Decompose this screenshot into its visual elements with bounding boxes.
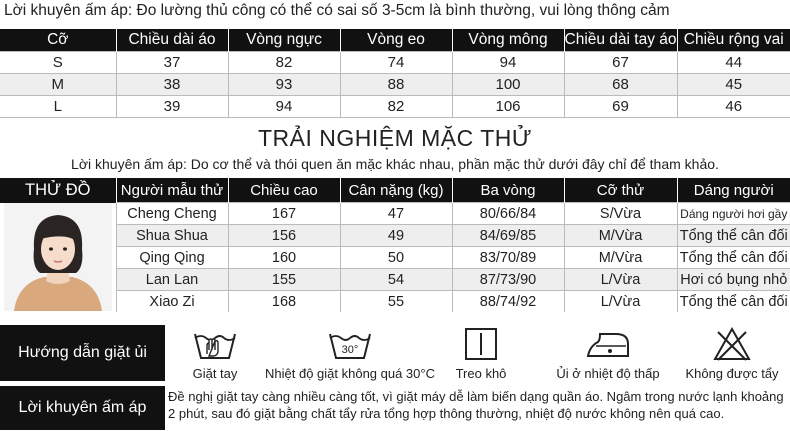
table-cell: Xiao Zi bbox=[116, 291, 228, 313]
wash-temp-label: 30° bbox=[341, 344, 359, 356]
table-cell: 44 bbox=[677, 52, 790, 74]
table-cell: 55 bbox=[340, 291, 452, 313]
table-row bbox=[0, 269, 790, 291]
advice-text: Đề nghị giặt tay càng nhiều càng tốt, vì giặt máy dễ làm biến dạng quần áo. Ngâm trong nước lạnh khoảng 2 phút, sau đó giặt bằng chất tẩy rửa tổng hợp thông thường, nhiệt độ nước không nên quá cao. bbox=[168, 389, 784, 421]
table-cell: Shua Shua bbox=[116, 225, 228, 247]
table-cell: Tổng thể cân đối bbox=[677, 225, 790, 247]
table-row bbox=[0, 291, 790, 313]
model-photo-cell bbox=[0, 203, 116, 313]
advice-label: Lời khuyên ấm áp bbox=[0, 386, 165, 430]
header-try-on: THỬ ĐỒ bbox=[0, 178, 116, 203]
header-body-shape: Dáng người bbox=[677, 178, 790, 203]
table-row bbox=[0, 52, 790, 74]
care-text: Không được tẩy bbox=[685, 366, 779, 381]
table-cell: 38 bbox=[116, 74, 228, 96]
table-row bbox=[0, 203, 790, 225]
care-item-wash-30 bbox=[258, 326, 442, 381]
table-cell: 46 bbox=[677, 96, 790, 118]
table-cell: 87/73/90 bbox=[452, 269, 564, 291]
table-cell: 88 bbox=[340, 74, 452, 96]
table-cell: L/Vừa bbox=[564, 269, 677, 291]
table-cell: 82 bbox=[340, 96, 452, 118]
header-shoulder: Chiều rộng vai bbox=[677, 29, 790, 52]
care-text: Nhiệt độ giặt không quá 30°C bbox=[265, 366, 435, 381]
care-item-iron-low bbox=[548, 326, 668, 381]
table-cell: Dáng người hơi gầy bbox=[677, 203, 790, 225]
header-height: Chiều cao bbox=[228, 178, 340, 203]
table-cell: 94 bbox=[452, 52, 564, 74]
table-cell: 45 bbox=[677, 74, 790, 96]
table-cell: Hơi có bụng nhỏ bbox=[677, 269, 790, 291]
measurement-note: Lời khuyên ấm áp: Đo lường thủ công có thể có sai số 3-5cm là bình thường, vui lòng thông cảm bbox=[4, 2, 670, 19]
table-cell: 88/74/92 bbox=[452, 291, 564, 313]
header-measurements: Ba vòng bbox=[452, 178, 564, 203]
table-cell: Cheng Cheng bbox=[116, 203, 228, 225]
care-item-hang-dry bbox=[446, 326, 516, 381]
table-cell: 39 bbox=[116, 96, 228, 118]
table-cell: 156 bbox=[228, 225, 340, 247]
table-cell: 80/66/84 bbox=[452, 203, 564, 225]
table-cell: M bbox=[0, 74, 116, 96]
hand-wash-icon bbox=[193, 326, 237, 362]
table-cell: L/Vừa bbox=[564, 291, 677, 313]
wash-30-icon bbox=[328, 326, 372, 362]
table-cell: 168 bbox=[228, 291, 340, 313]
table-cell: Qing Qing bbox=[116, 247, 228, 269]
care-item-no-bleach bbox=[676, 326, 788, 381]
section-title: TRẢI NGHIỆM MẶC THỬ bbox=[257, 125, 533, 151]
table-cell: 50 bbox=[340, 247, 452, 269]
table-cell: M/Vừa bbox=[564, 247, 677, 269]
iron-low-icon bbox=[584, 326, 632, 362]
care-text: Treo khô bbox=[455, 366, 507, 381]
care-text: Ủi ở nhiệt độ thấp bbox=[556, 366, 660, 381]
size-chart-table bbox=[0, 29, 790, 118]
table-cell: 37 bbox=[116, 52, 228, 74]
size-chart-header-row bbox=[0, 29, 790, 52]
table-row bbox=[0, 74, 790, 96]
header-weight: Cân nặng (kg) bbox=[340, 178, 452, 203]
table-cell: M/Vừa bbox=[564, 225, 677, 247]
table-cell: 67 bbox=[564, 52, 677, 74]
table-cell: 82 bbox=[228, 52, 340, 74]
no-bleach-icon bbox=[712, 326, 752, 362]
table-cell: Tổng thể cân đối bbox=[677, 247, 790, 269]
table-row bbox=[0, 225, 790, 247]
table-cell: 69 bbox=[564, 96, 677, 118]
table-cell: S/Vừa bbox=[564, 203, 677, 225]
table-cell: L bbox=[0, 96, 116, 118]
table-cell: 68 bbox=[564, 74, 677, 96]
table-cell: 49 bbox=[340, 225, 452, 247]
care-text: Giặt tay bbox=[192, 366, 238, 381]
table-cell: 74 bbox=[340, 52, 452, 74]
table-cell: 160 bbox=[228, 247, 340, 269]
table-cell: 93 bbox=[228, 74, 340, 96]
table-cell: Lan Lan bbox=[116, 269, 228, 291]
fitting-header-row bbox=[0, 178, 790, 203]
table-cell: 83/70/89 bbox=[452, 247, 564, 269]
table-row bbox=[0, 247, 790, 269]
header-bust: Vòng ngực bbox=[228, 29, 340, 52]
table-cell: S bbox=[0, 52, 116, 74]
header-waist: Vòng eo bbox=[340, 29, 452, 52]
fitting-note: Lời khuyên ấm áp: Do cơ thể và thói quen ăn mặc khác nhau, phần mặc thử dưới đây chỉ để tham khảo. bbox=[71, 156, 719, 172]
care-item-hand-wash bbox=[175, 326, 255, 381]
header-hip: Vòng mông bbox=[452, 29, 564, 52]
header-size: Cỡ bbox=[0, 29, 116, 52]
table-cell: 84/69/85 bbox=[452, 225, 564, 247]
table-cell: 167 bbox=[228, 203, 340, 225]
table-cell: Tổng thể cân đối bbox=[677, 291, 790, 313]
fitting-table bbox=[0, 178, 790, 312]
table-cell: 100 bbox=[452, 74, 564, 96]
wash-guide-label: Hướng dẫn giặt ủi bbox=[0, 325, 165, 381]
model-photo bbox=[4, 203, 112, 311]
header-model: Người mẫu thử bbox=[116, 178, 228, 203]
table-row bbox=[0, 96, 790, 118]
hang-dry-icon bbox=[463, 326, 499, 362]
table-cell: 47 bbox=[340, 203, 452, 225]
header-sleeve: Chiều dài tay áo bbox=[564, 29, 677, 52]
header-size-tried: Cỡ thử bbox=[564, 178, 677, 203]
header-length: Chiều dài áo bbox=[116, 29, 228, 52]
table-cell: 94 bbox=[228, 96, 340, 118]
table-cell: 155 bbox=[228, 269, 340, 291]
table-cell: 54 bbox=[340, 269, 452, 291]
table-cell: 106 bbox=[452, 96, 564, 118]
